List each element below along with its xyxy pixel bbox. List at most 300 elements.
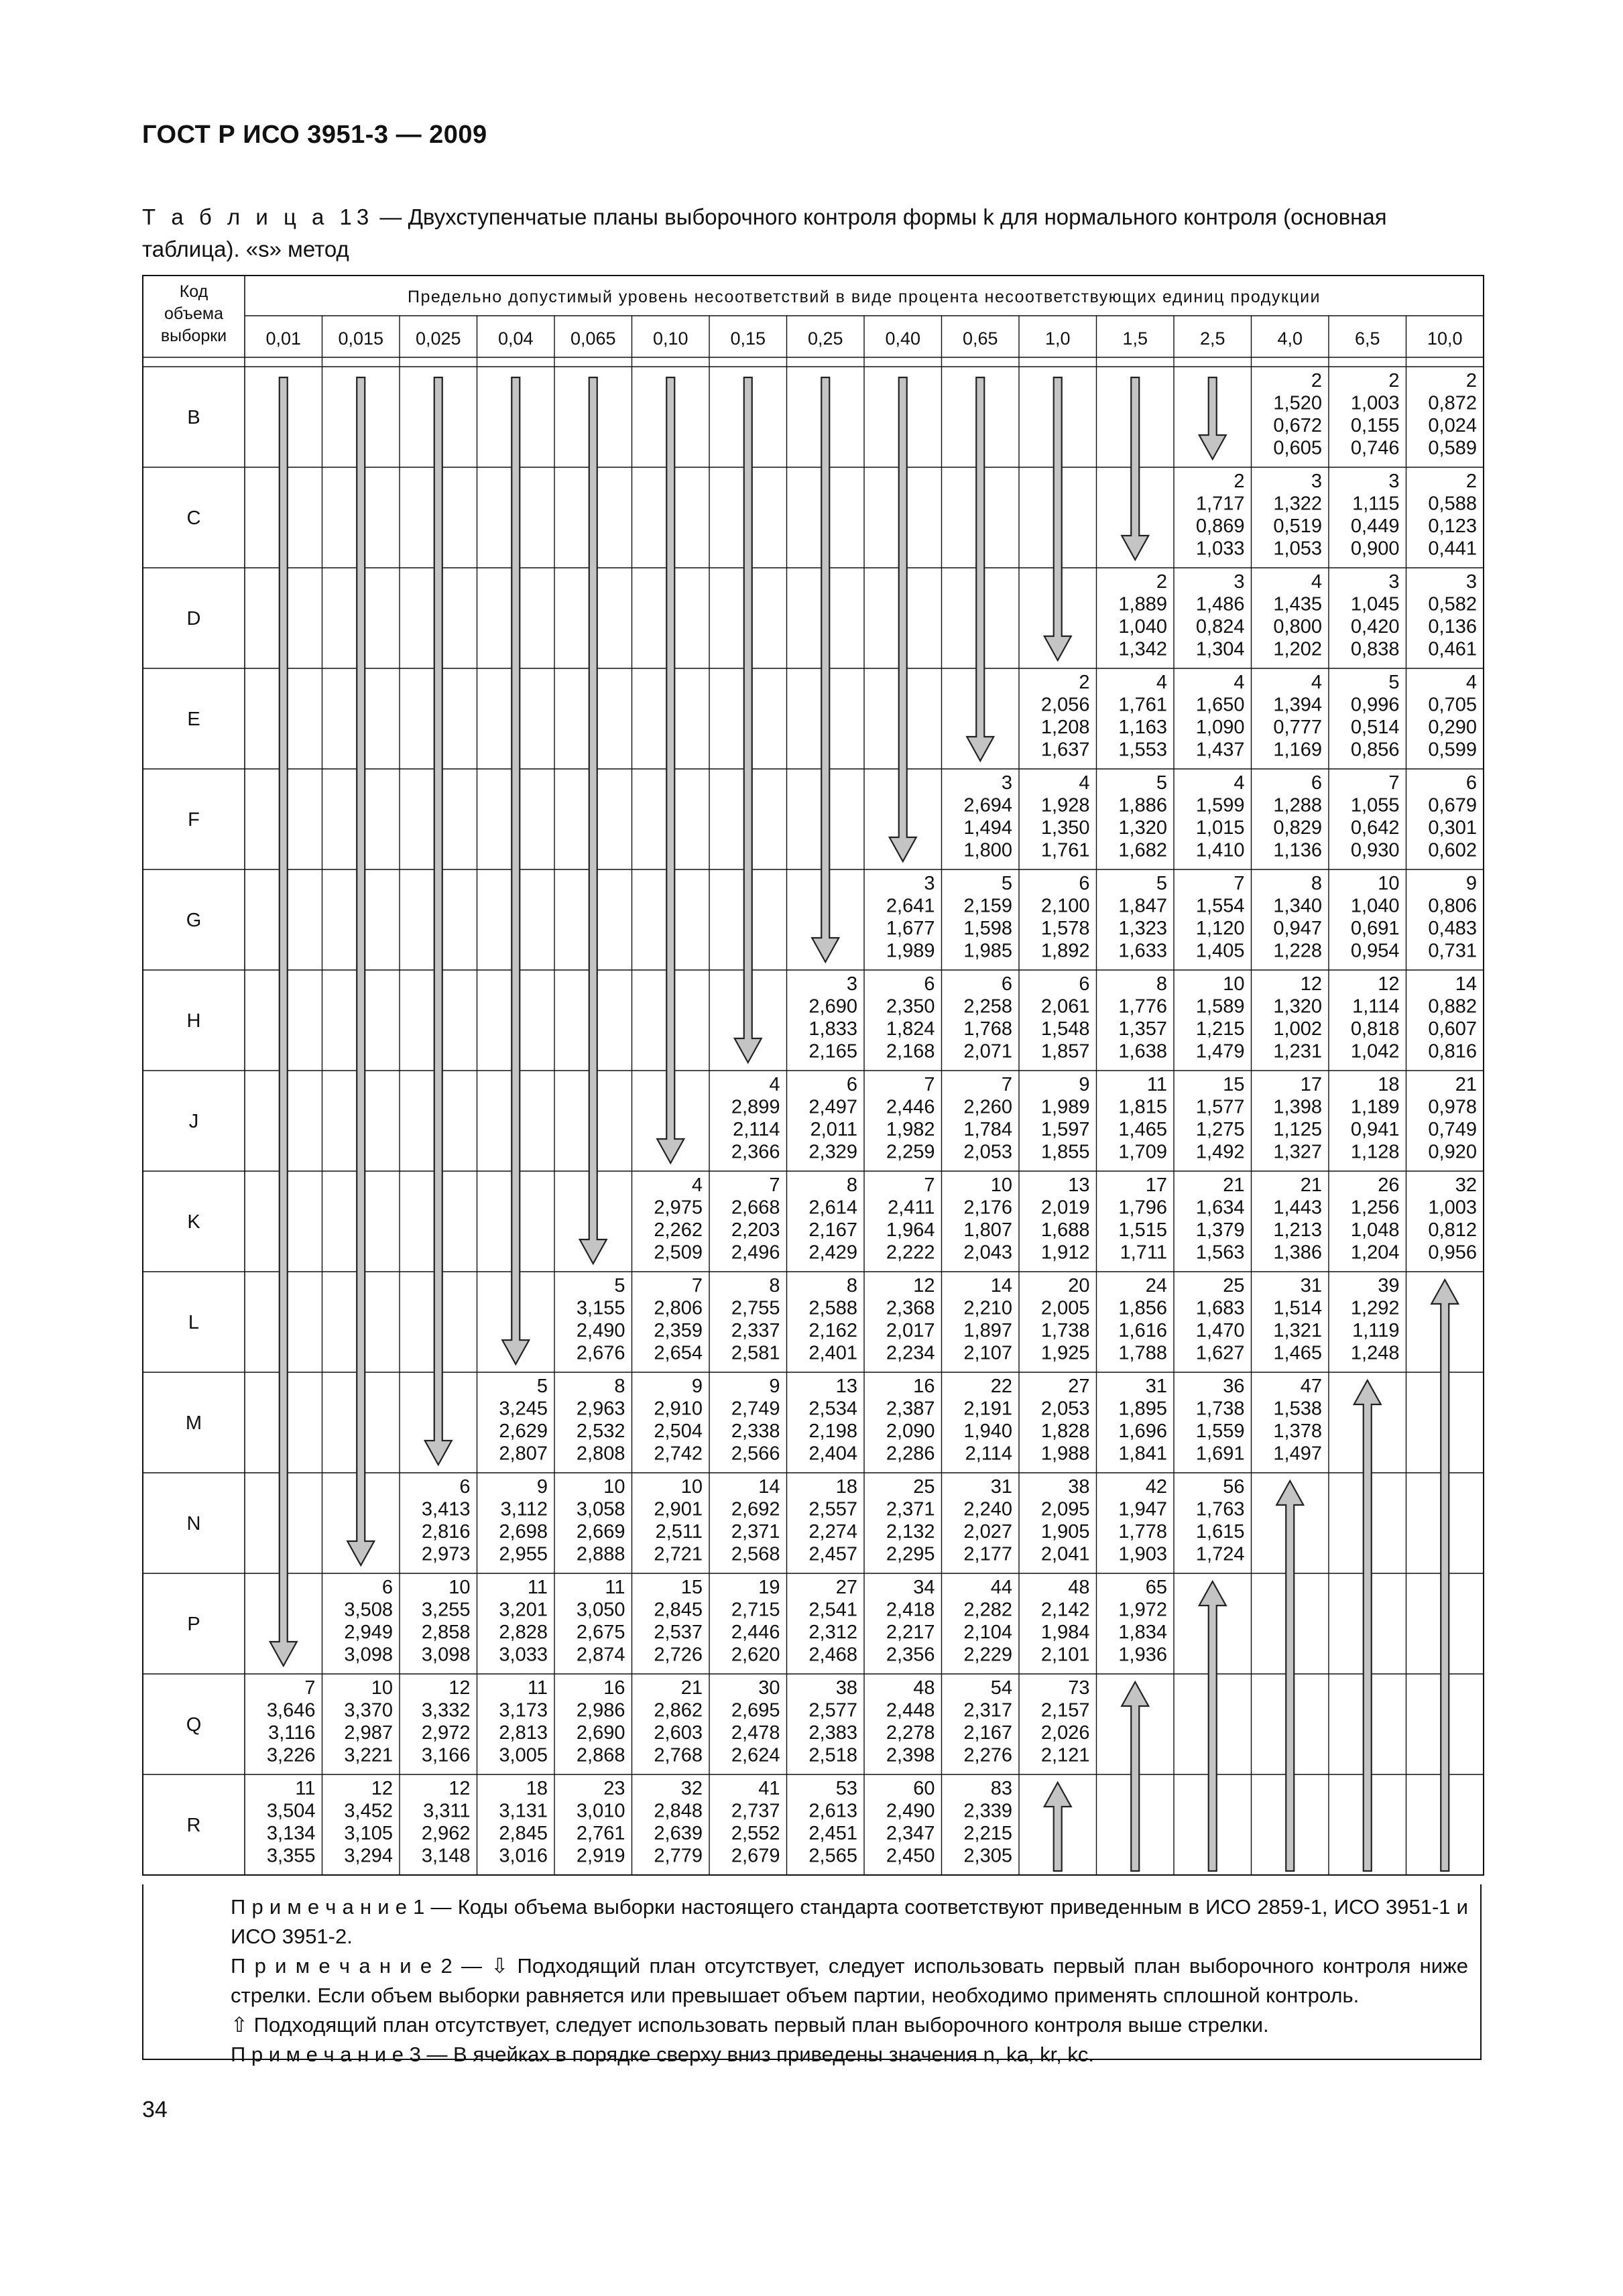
column-header-6: 0,15: [730, 328, 766, 349]
cell-value: 6: [1079, 873, 1090, 894]
cell-value: 2,537: [654, 1622, 703, 1643]
cell-value: 2,234: [886, 1342, 935, 1364]
column-header-12: 2,5: [1199, 328, 1225, 349]
cell-value: 1,228: [1273, 940, 1322, 962]
cell-value: 3,355: [266, 1845, 316, 1867]
row-code-F: F: [188, 809, 200, 831]
cell-value: 3,255: [421, 1599, 471, 1621]
cell-value: 1,398: [1273, 1096, 1322, 1118]
cell-value: 0,589: [1428, 437, 1477, 459]
cell-value: 2,986: [576, 1699, 625, 1721]
column-header-15: 10,0: [1427, 328, 1463, 349]
cell-value: 0,954: [1350, 940, 1400, 962]
cell-value: 0,691: [1350, 918, 1400, 939]
cell-value: 0,920: [1428, 1141, 1477, 1163]
cell-value: 41: [758, 1778, 780, 1799]
down-arrow-icon: [347, 377, 374, 1565]
cell-value: 25: [1223, 1275, 1245, 1296]
cell-value: 1,304: [1195, 638, 1245, 660]
cell-value: 2,468: [808, 1644, 857, 1666]
cell-value: 12: [448, 1778, 471, 1799]
cell-value: 2,240: [963, 1498, 1012, 1520]
cell-value: 10: [1378, 873, 1400, 894]
cell-value: 1,275: [1195, 1119, 1245, 1140]
column-header-8: 0,40: [885, 328, 921, 349]
cell-value: 1,828: [1040, 1421, 1090, 1442]
cell-value: 5: [614, 1275, 625, 1296]
cell-value: 1,553: [1118, 739, 1167, 761]
cell-value: 1,386: [1273, 1242, 1322, 1264]
cell-value: 0,155: [1350, 415, 1400, 436]
cell-value: 12: [1378, 973, 1400, 995]
cell-value: 30: [758, 1677, 780, 1699]
cell-value: 0,824: [1195, 616, 1245, 638]
cell-value: 2,387: [886, 1398, 935, 1420]
cell-value: 0,838: [1350, 638, 1400, 660]
down-arrow-icon: [967, 377, 994, 761]
cell-value: 2,061: [1040, 995, 1090, 1018]
row-code-H: H: [186, 1010, 201, 1032]
cell-value: 2,274: [808, 1521, 857, 1543]
cell-value: 56: [1223, 1476, 1245, 1498]
cell-value: 1,577: [1195, 1096, 1245, 1118]
cell-value: 0,816: [1428, 1040, 1477, 1063]
cell-value: 3,098: [344, 1644, 393, 1666]
cell-value: 1,599: [1195, 794, 1245, 817]
cell-value: 2,761: [576, 1823, 625, 1844]
cell-value: 0,599: [1428, 739, 1477, 761]
cell-value: 3,221: [344, 1744, 393, 1766]
cell-value: 2,017: [886, 1320, 935, 1341]
cell-value: 10: [680, 1476, 703, 1498]
cell-value: 0,856: [1350, 739, 1400, 761]
cell-value: 0,449: [1350, 516, 1400, 537]
cell-value: 2,975: [654, 1197, 703, 1219]
cell-value: 2,668: [731, 1197, 780, 1219]
cell-value: 6: [459, 1476, 471, 1498]
row-code-G: G: [186, 910, 202, 931]
cell-value: 0,024: [1428, 415, 1477, 436]
cell-value: 2,641: [886, 895, 935, 917]
column-header-9: 0,65: [962, 328, 998, 349]
cell-value: 1,231: [1273, 1040, 1322, 1063]
cell-value: 2,210: [963, 1297, 1012, 1319]
cell-value: 1,538: [1273, 1398, 1322, 1420]
cell-value: 10: [371, 1677, 393, 1699]
down-arrow-icon: [580, 377, 607, 1264]
cell-value: 17: [1145, 1174, 1167, 1196]
caption-label: Т а б л и ц а 13: [142, 204, 374, 229]
cell-value: 0,602: [1428, 839, 1477, 861]
cell-value: 2,690: [576, 1722, 625, 1744]
cell-value: 0,818: [1350, 1018, 1400, 1040]
cell-value: 1,435: [1273, 593, 1322, 615]
cell-value: 8: [769, 1275, 780, 1296]
cell-value: 1,947: [1118, 1498, 1167, 1520]
cell-value: 1,514: [1273, 1297, 1322, 1319]
cell-value: 2,005: [1040, 1297, 1090, 1319]
cell-value: 18: [526, 1778, 548, 1799]
cell-value: 1,633: [1118, 940, 1167, 962]
cell-value: 0,872: [1428, 392, 1477, 414]
cell-value: 2,715: [731, 1599, 780, 1621]
cell-value: 1,040: [1350, 895, 1400, 917]
cell-value: 1,892: [1040, 940, 1090, 962]
cell-value: 5: [1388, 672, 1400, 693]
cell-value: 1,492: [1195, 1141, 1245, 1163]
cell-value: 0,607: [1428, 1018, 1477, 1040]
cell-value: 2,676: [576, 1342, 625, 1364]
cell-value: 2,165: [808, 1040, 857, 1063]
down-arrow-icon: [1044, 377, 1071, 660]
cell-value: 83: [990, 1778, 1012, 1799]
cell-value: 7: [1001, 1074, 1012, 1095]
cell-value: 14: [758, 1476, 780, 1498]
cell-value: 12: [448, 1677, 471, 1699]
sampling-plan-table: [142, 275, 1484, 1886]
cell-value: 2,698: [499, 1521, 548, 1543]
up-arrow-icon: [1431, 1280, 1458, 1871]
cell-value: 2: [1156, 571, 1167, 593]
cell-value: 1,761: [1118, 694, 1167, 716]
cell-value: 3,131: [499, 1800, 548, 1822]
cell-value: 1,548: [1040, 1018, 1090, 1040]
row-header-label: Код: [179, 282, 208, 301]
cell-value: 1,886: [1118, 794, 1167, 817]
cell-value: 2,694: [963, 794, 1012, 817]
cell-value: 2,448: [886, 1699, 935, 1721]
cell-value: 4: [769, 1074, 780, 1095]
cell-value: 1,800: [963, 839, 1012, 861]
down-arrow-icon: [425, 377, 452, 1465]
cell-value: 1,691: [1195, 1443, 1245, 1465]
cell-value: 1,003: [1350, 392, 1400, 414]
cell-value: 2,504: [654, 1421, 703, 1442]
row-code-R: R: [186, 1815, 201, 1836]
cell-value: 2,203: [731, 1219, 780, 1241]
caption-text: — Двухступенчатые планы выборочного контроля формы k для нормального контроля (основная таблица). «s» метод: [142, 204, 1387, 261]
cell-value: 16: [603, 1677, 625, 1699]
cell-value: 2,371: [886, 1498, 935, 1520]
cell-value: 3: [1001, 772, 1012, 794]
cell-value: 3,134: [266, 1823, 316, 1844]
cell-value: 1,394: [1273, 694, 1322, 716]
cell-value: 9: [1465, 873, 1477, 894]
row-code-C: C: [186, 507, 201, 529]
cell-value: 6: [1465, 772, 1477, 794]
cell-value: 1,002: [1273, 1018, 1322, 1040]
cell-value: 0,806: [1428, 895, 1477, 917]
cell-value: 2,276: [963, 1744, 1012, 1766]
cell-value: 1,627: [1195, 1342, 1245, 1364]
cell-value: 6: [846, 1074, 857, 1095]
cell-value: 2,629: [499, 1421, 548, 1442]
cell-value: 1,497: [1273, 1443, 1322, 1465]
cell-value: 54: [990, 1677, 1012, 1699]
cell-value: 4: [1234, 672, 1245, 693]
cell-value: 1,494: [963, 817, 1012, 839]
cell-value: 2,167: [808, 1219, 857, 1241]
cell-value: 2,577: [808, 1699, 857, 1721]
cell-value: 2,768: [654, 1744, 703, 1766]
cell-value: 1,905: [1040, 1521, 1090, 1543]
cell-value: 21: [1223, 1174, 1245, 1196]
table-caption: [142, 201, 1483, 265]
column-header-10: 1,0: [1044, 328, 1071, 349]
cell-value: 0,777: [1273, 717, 1322, 738]
cell-value: 2,808: [576, 1443, 625, 1465]
cell-value: 9: [691, 1376, 703, 1397]
cell-value: 2,114: [965, 1443, 1012, 1465]
cell-value: 1,615: [1195, 1521, 1245, 1543]
up-arrow-icon: [1044, 1783, 1071, 1871]
cell-value: 6: [1311, 772, 1322, 794]
cell-value: 10: [448, 1577, 471, 1598]
cell-value: 3,116: [268, 1722, 316, 1744]
cell-value: 2,217: [886, 1622, 935, 1643]
down-arrow-icon: [735, 377, 762, 1063]
cell-value: 1,563: [1195, 1242, 1245, 1264]
cell-value: 2,490: [886, 1800, 935, 1822]
cell-value: 1,855: [1040, 1141, 1090, 1163]
cell-value: 0,420: [1350, 616, 1400, 638]
cell-value: 1,761: [1040, 839, 1090, 861]
cell-value: 2,614: [808, 1197, 857, 1219]
cell-value: 2,157: [1040, 1699, 1090, 1721]
cell-value: 1,340: [1273, 895, 1322, 917]
cell-value: 2,557: [808, 1498, 857, 1520]
cell-value: 1,015: [1195, 817, 1245, 839]
column-header-2: 0,025: [415, 328, 461, 349]
cell-value: 2,132: [886, 1521, 935, 1543]
cell-value: 0,441: [1428, 538, 1477, 560]
cell-value: 2,910: [654, 1398, 703, 1420]
column-header-3: 0,04: [497, 328, 534, 349]
cell-value: 2,100: [1040, 895, 1090, 917]
column-header-1: 0,015: [338, 328, 384, 349]
cell-value: 13: [835, 1376, 857, 1397]
cell-value: 1,763: [1195, 1498, 1245, 1520]
cell-value: 7: [304, 1677, 316, 1699]
cell-value: 22: [990, 1376, 1012, 1397]
cell-value: 21: [1300, 1174, 1322, 1196]
cell-value: 18: [835, 1476, 857, 1498]
cell-value: 73: [1068, 1677, 1090, 1699]
cell-value: 2,901: [654, 1498, 703, 1520]
cell-value: 6: [1079, 973, 1090, 995]
cell-value: 27: [835, 1577, 857, 1598]
down-arrow-icon: [1122, 377, 1148, 560]
cell-value: 1,169: [1273, 739, 1322, 761]
cell-value: 1,796: [1118, 1197, 1167, 1219]
cell-value: 26: [1378, 1174, 1400, 1196]
cell-value: 4: [691, 1174, 703, 1196]
cell-value: 1,292: [1350, 1297, 1400, 1319]
cell-value: 0,461: [1428, 638, 1477, 660]
cell-value: 2,286: [886, 1443, 935, 1465]
cell-value: 1,119: [1352, 1320, 1400, 1341]
row-code-N: N: [186, 1513, 201, 1534]
cell-value: 6: [381, 1577, 393, 1598]
cell-value: 2,813: [499, 1722, 548, 1744]
cell-value: 2,726: [654, 1644, 703, 1666]
down-arrow-icon: [502, 377, 529, 1364]
cell-value: 1,824: [886, 1018, 935, 1040]
cell-value: 1,443: [1273, 1197, 1322, 1219]
cell-value: 0,996: [1350, 694, 1400, 716]
cell-value: 2,692: [731, 1498, 780, 1520]
cell-value: 2,828: [499, 1622, 548, 1643]
cell-value: 2,675: [576, 1622, 625, 1643]
cell-value: 2,177: [963, 1543, 1012, 1565]
cell-value: 2,176: [963, 1197, 1012, 1219]
cell-value: 2,955: [499, 1543, 548, 1565]
cell-value: 12: [913, 1275, 935, 1296]
cell-value: 3,010: [576, 1800, 625, 1822]
row-code-D: D: [186, 608, 201, 629]
cell-value: 3: [1311, 471, 1322, 492]
cell-value: 31: [1145, 1376, 1167, 1397]
cell-value: 0,301: [1428, 817, 1477, 839]
cell-value: 2,620: [731, 1644, 780, 1666]
cell-value: 2,511: [655, 1521, 703, 1543]
cell-value: 2,262: [654, 1219, 703, 1241]
cell-value: 2,451: [808, 1823, 857, 1844]
up-arrow-icon: [1354, 1380, 1381, 1871]
cell-value: 0,642: [1350, 817, 1400, 839]
cell-value: 24: [1145, 1275, 1167, 1296]
cell-value: 47: [1300, 1376, 1322, 1397]
cell-value: 42: [1145, 1476, 1167, 1498]
cell-value: 1,597: [1040, 1119, 1090, 1140]
cell-value: 3,294: [344, 1845, 393, 1867]
row-code-E: E: [187, 709, 200, 730]
cell-value: 2,755: [731, 1297, 780, 1319]
cell-value: 1,815: [1118, 1096, 1167, 1118]
cell-value: 2,972: [421, 1722, 471, 1744]
cell-value: 2,868: [576, 1744, 625, 1766]
cell-value: 20: [1068, 1275, 1090, 1296]
cell-value: 7: [924, 1074, 935, 1095]
cell-value: 2,963: [576, 1398, 625, 1420]
cell-value: 1,327: [1273, 1141, 1322, 1163]
row-code-Q: Q: [186, 1714, 202, 1736]
cell-value: 1,125: [1273, 1119, 1322, 1140]
column-header-13: 4,0: [1277, 328, 1303, 349]
cell-value: 3: [1465, 571, 1477, 593]
cell-value: 2,749: [731, 1398, 780, 1420]
cell-value: 2,222: [886, 1242, 935, 1264]
cell-value: 3,148: [421, 1845, 471, 1867]
cell-value: 2,071: [963, 1040, 1012, 1063]
cell-value: 2,356: [886, 1644, 935, 1666]
cell-value: 1,115: [1352, 493, 1400, 515]
cell-value: 2,162: [808, 1320, 857, 1341]
note-1: П р и м е ч а н и е 1 — Коды объема выборки настоящего стандарта соответствуют приведенным в ИСО 2859-1, ИСО 3951-1 и ИСО 3951-2.: [231, 1895, 1468, 1948]
cell-value: 1,717: [1195, 493, 1245, 515]
column-header-14: 6,5: [1354, 328, 1380, 349]
cell-value: 1,988: [1040, 1443, 1090, 1465]
cell-value: 1,856: [1118, 1297, 1167, 1319]
cell-value: 3,504: [266, 1800, 316, 1822]
cell-value: 3,105: [344, 1823, 393, 1844]
cell-value: 3,005: [499, 1744, 548, 1766]
cell-value: 8: [1311, 873, 1322, 894]
cell-value: 2,845: [499, 1823, 548, 1844]
cell-value: 1,768: [963, 1018, 1012, 1040]
cell-value: 25: [913, 1476, 935, 1498]
cell-value: 1,520: [1273, 392, 1322, 414]
cell-value: 1,677: [886, 918, 935, 939]
cell-value: 8: [846, 1174, 857, 1196]
cell-value: 3,226: [266, 1744, 316, 1766]
cell-value: 1,405: [1195, 940, 1245, 962]
cell-value: 2: [1311, 370, 1322, 391]
down-arrow-icon: [657, 377, 684, 1163]
cell-value: 4: [1156, 672, 1167, 693]
cell-value: 1,778: [1118, 1521, 1167, 1543]
cell-value: 2,669: [576, 1521, 625, 1543]
cell-value: 2,260: [963, 1096, 1012, 1118]
cell-value: 2,450: [886, 1845, 935, 1867]
down-arrow-icon: [1199, 377, 1226, 459]
cell-value: 10: [990, 1174, 1012, 1196]
cell-value: 1,120: [1195, 918, 1245, 939]
cell-value: 2,949: [344, 1622, 393, 1643]
cell-value: 1,984: [1040, 1622, 1090, 1643]
cell-value: 2: [1465, 471, 1477, 492]
cell-value: 3,370: [344, 1699, 393, 1721]
cell-value: 21: [1455, 1074, 1477, 1095]
cell-value: 2,478: [731, 1722, 780, 1744]
cell-value: 11: [295, 1778, 316, 1799]
cell-value: 2,259: [886, 1141, 935, 1163]
cell-value: 36: [1223, 1376, 1245, 1397]
cell-value: 1,554: [1195, 895, 1245, 917]
cell-value: 2,043: [963, 1242, 1012, 1264]
cell-value: 2,411: [888, 1197, 935, 1219]
cell-value: 1,738: [1040, 1320, 1090, 1341]
cell-value: 2,624: [731, 1744, 780, 1766]
cell-value: 2,215: [963, 1823, 1012, 1844]
cell-value: 2,383: [808, 1722, 857, 1744]
cell-value: 1,320: [1273, 995, 1322, 1018]
cell-value: 0,900: [1350, 538, 1400, 560]
row-code-P: P: [187, 1614, 200, 1635]
cell-value: 1,940: [963, 1421, 1012, 1442]
cell-value: 3,173: [499, 1699, 548, 1721]
cell-value: 9: [1079, 1074, 1090, 1095]
cell-value: 1,470: [1195, 1320, 1245, 1341]
cell-value: 7: [1234, 873, 1245, 894]
cell-value: 1,724: [1195, 1543, 1245, 1565]
cell-value: 3,033: [499, 1644, 548, 1666]
cell-value: 18: [1378, 1074, 1400, 1095]
cell-value: 34: [913, 1577, 935, 1598]
cell-value: 10: [603, 1476, 625, 1498]
cell-value: 1,136: [1273, 839, 1322, 861]
cell-value: 2,347: [886, 1823, 935, 1844]
cell-value: 2,401: [808, 1342, 857, 1364]
cell-value: 0,812: [1428, 1219, 1477, 1241]
cell-value: 3: [1234, 571, 1245, 593]
cell-value: 0,605: [1273, 437, 1322, 459]
cell-value: 3: [1388, 471, 1400, 492]
cell-value: 2,312: [808, 1622, 857, 1643]
cell-value: 8: [846, 1275, 857, 1296]
cell-value: 2,695: [731, 1699, 780, 1721]
cell-value: 1,889: [1118, 593, 1167, 615]
